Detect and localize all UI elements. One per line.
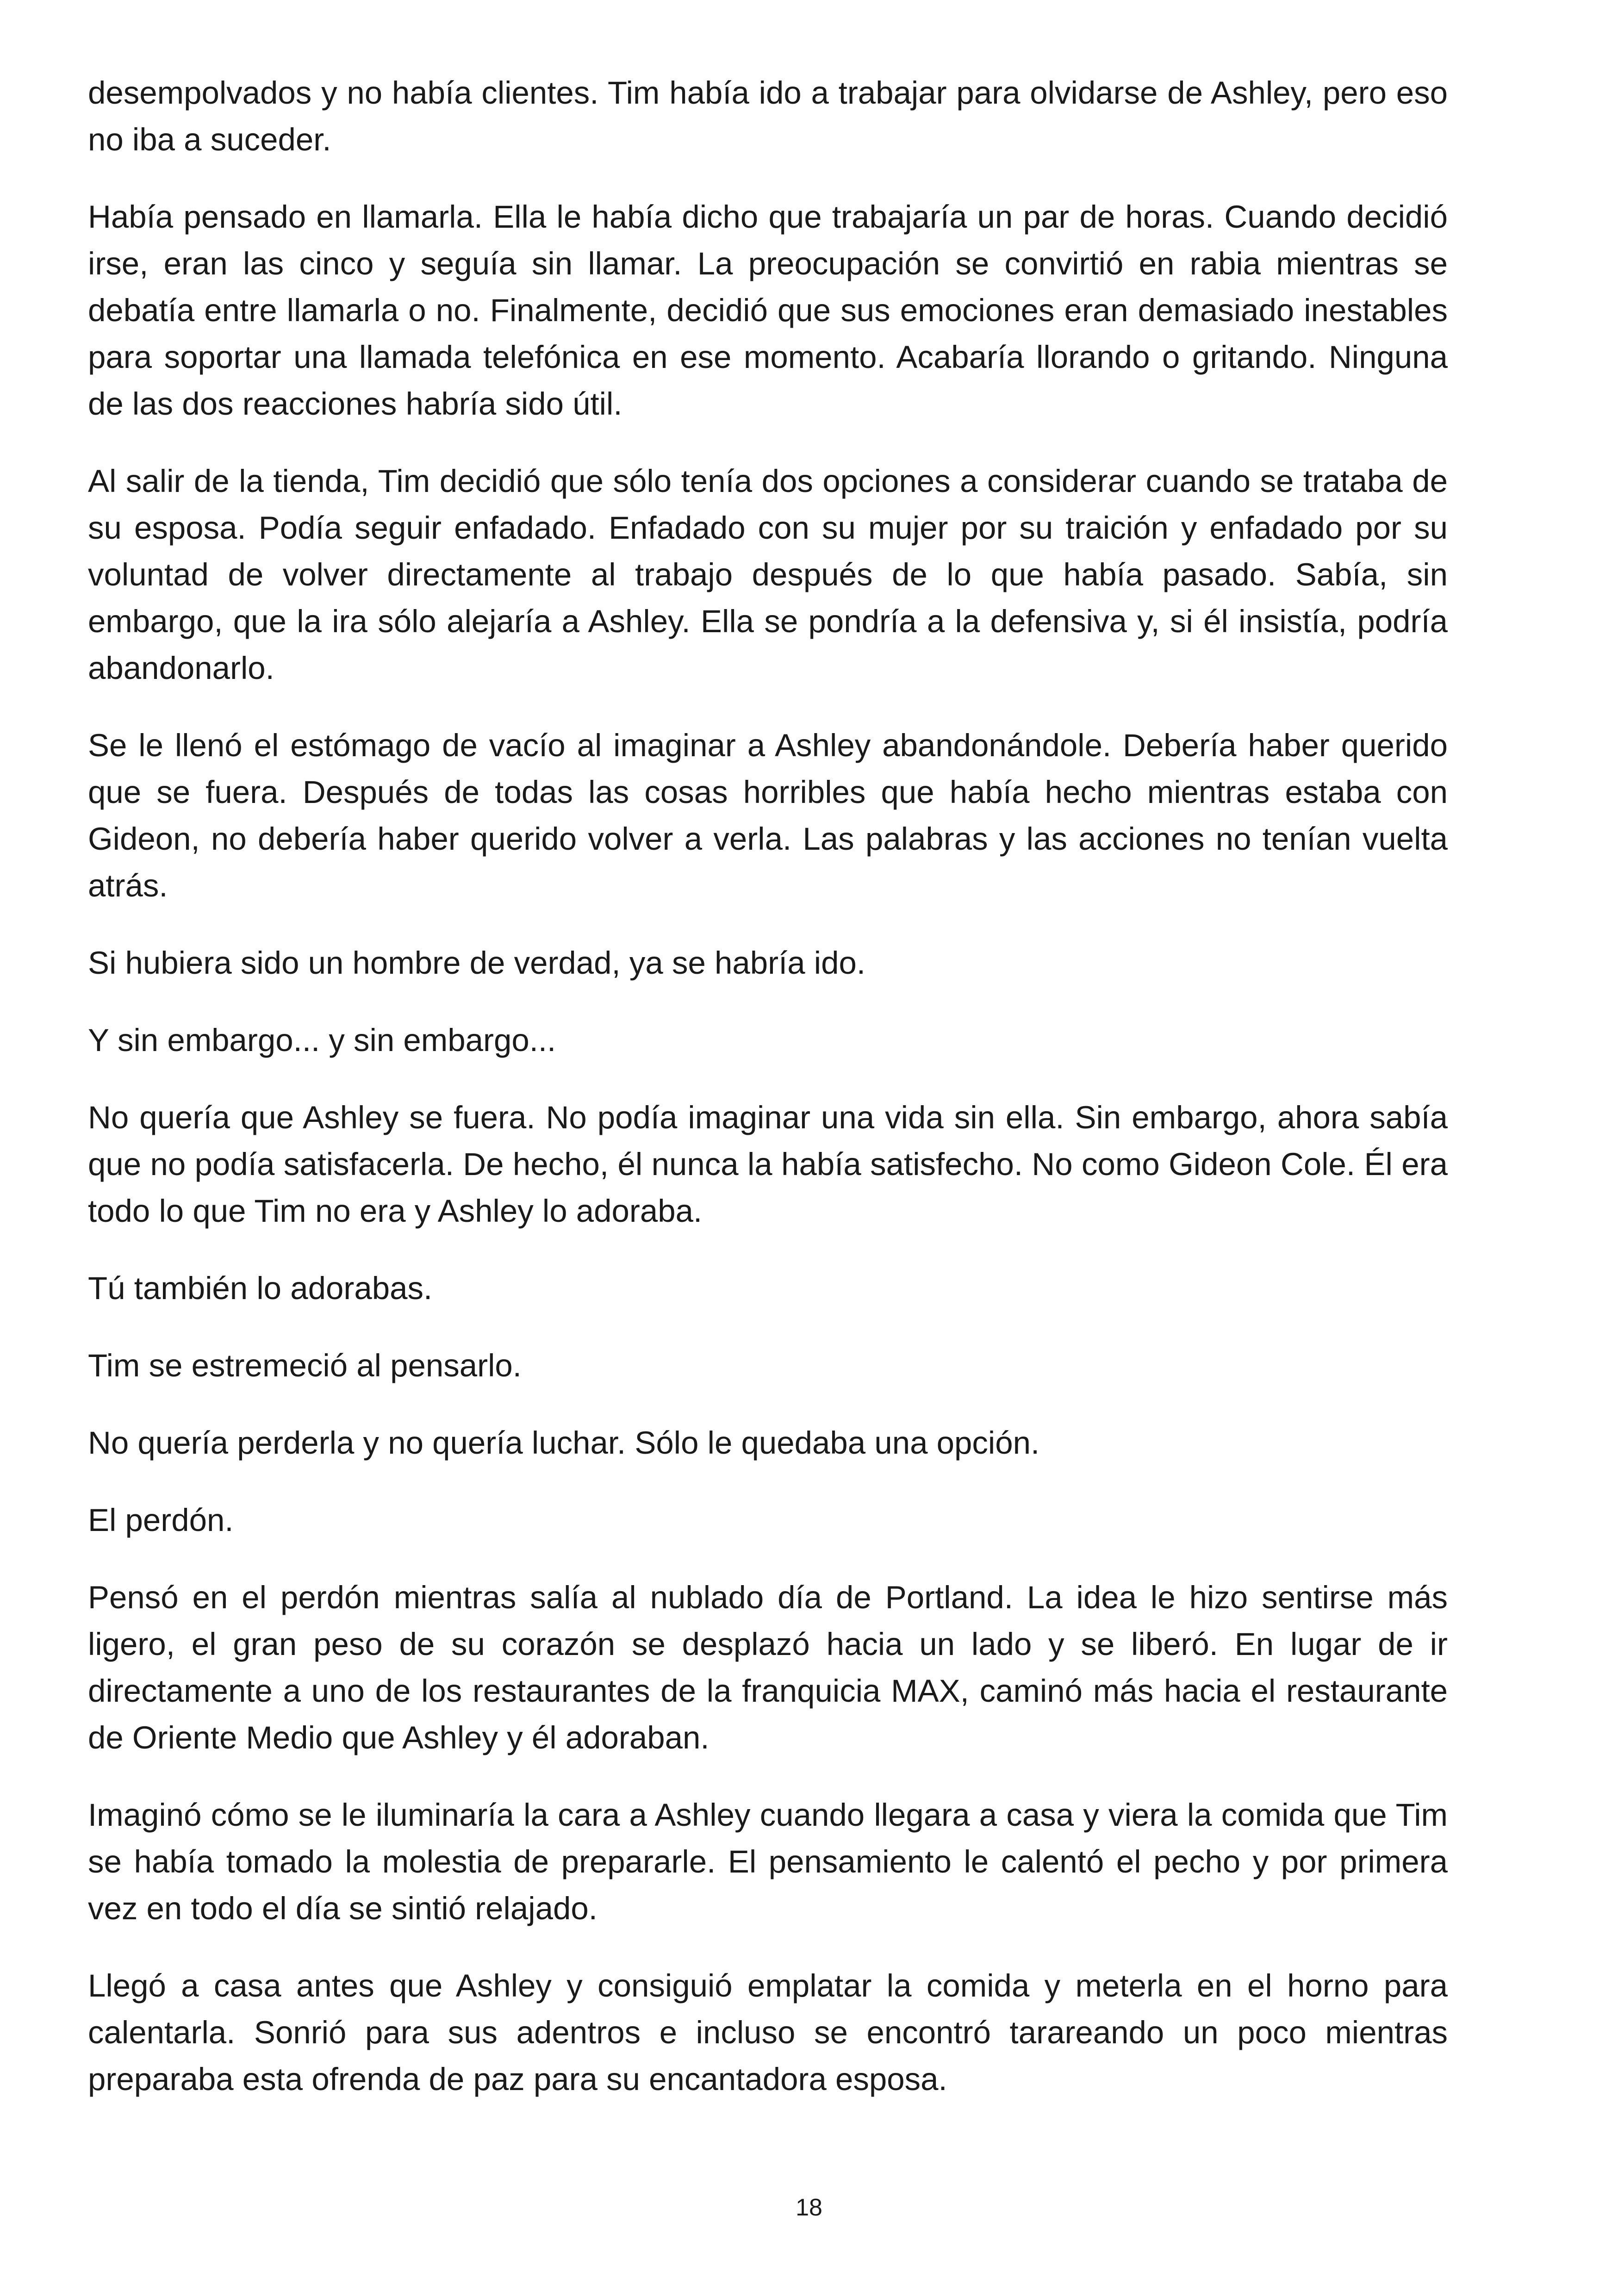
paragraph: Había pensado en llamarla. Ella le había dicho que trabajaría un par de horas. Cuando decidió irse, eran las cinco y seguía sin llamar. La preocupación se convirtió en rabia mientras se debatía entre llamarla o no. Finalmente, decidió que sus emociones eran demasiado inestables para soportar una llamada telefónica en ese momento. Acabaría llorando o gritando. Ninguna de las dos reacciones habría sido útil.	[88, 199, 1448, 422]
paragraph: Tim se estremeció al pensarlo.	[88, 1348, 522, 1383]
paragraph: No quería que Ashley se fuera. No podía imaginar una vida sin ella. Sin embargo, ahora sabía que no podía satisfacerla. De hecho, él nunca la había satisfecho. No como Gideon Cole. Él era todo lo que Tim no era y Ashley lo adoraba.	[88, 1100, 1448, 1229]
paragraph: Y sin embargo... y sin embargo...	[88, 1022, 556, 1058]
paragraph: Imaginó cómo se le iluminaría la cara a Ashley cuando llegara a casa y viera la comida que Tim se había tomado la molestia de prepararle. El pensamiento le calentó el pecho y por primera vez en todo el día se sintió relajado.	[88, 1797, 1448, 1926]
paragraph: Al salir de la tienda, Tim decidió que sólo tenía dos opciones a considerar cuando se trataba de su esposa. Podía seguir enfadado. Enfadado con su mujer por su traición y enfadado por su voluntad de volver directamente al trabajo después de lo que había pasado. Sabía, sin embargo, que la ira sólo alejaría a Ashley. Ella se pondría a la defensiva y, si él insistía, podría abandonarlo.	[88, 463, 1448, 686]
paragraph: El perdón.	[88, 1502, 234, 1538]
paragraph: Llegó a casa antes que Ashley y consiguió emplatar la comida y meterla en el horno para calentarla. Sonrió para sus adentros e incluso se encontró tarareando un poco mientras preparaba esta ofrenda de paz para su encantadora esposa.	[88, 1968, 1448, 2097]
paragraph: Se le llenó el estómago de vacío al imaginar a Ashley abandonándole. Debería haber querido que se fuera. Después de todas las cosas horribles que había hecho mientras estaba con Gideon, no debería haber querido volver a verla. Las palabras y las acciones no tenían vuelta atrás.	[88, 728, 1448, 903]
paragraph: desempolvados y no había clientes. Tim había ido a trabajar para olvidarse de Ashley, pero eso no iba a suceder.	[88, 75, 1448, 157]
paragraph: Si hubiera sido un hombre de verdad, ya se habría ido.	[88, 945, 866, 981]
paragraph: No quería perderla y no quería luchar. Sólo le quedaba una opción.	[88, 1425, 1040, 1461]
paragraph: Tú también lo adorabas.	[88, 1270, 433, 1306]
paragraph: Pensó en el perdón mientras salía al nublado día de Portland. La idea le hizo sentirse más ligero, el gran peso de su corazón se desplazó hacia un lado y se liberó. En lugar de ir directamente a uno de los restaurantes de la franquicia MAX, caminó más hacia el restaurante de Oriente Medio que Ashley y él adoraban.	[88, 1580, 1448, 1755]
page-number: 18	[796, 2194, 822, 2221]
page-body	[88, 69, 1448, 2198]
